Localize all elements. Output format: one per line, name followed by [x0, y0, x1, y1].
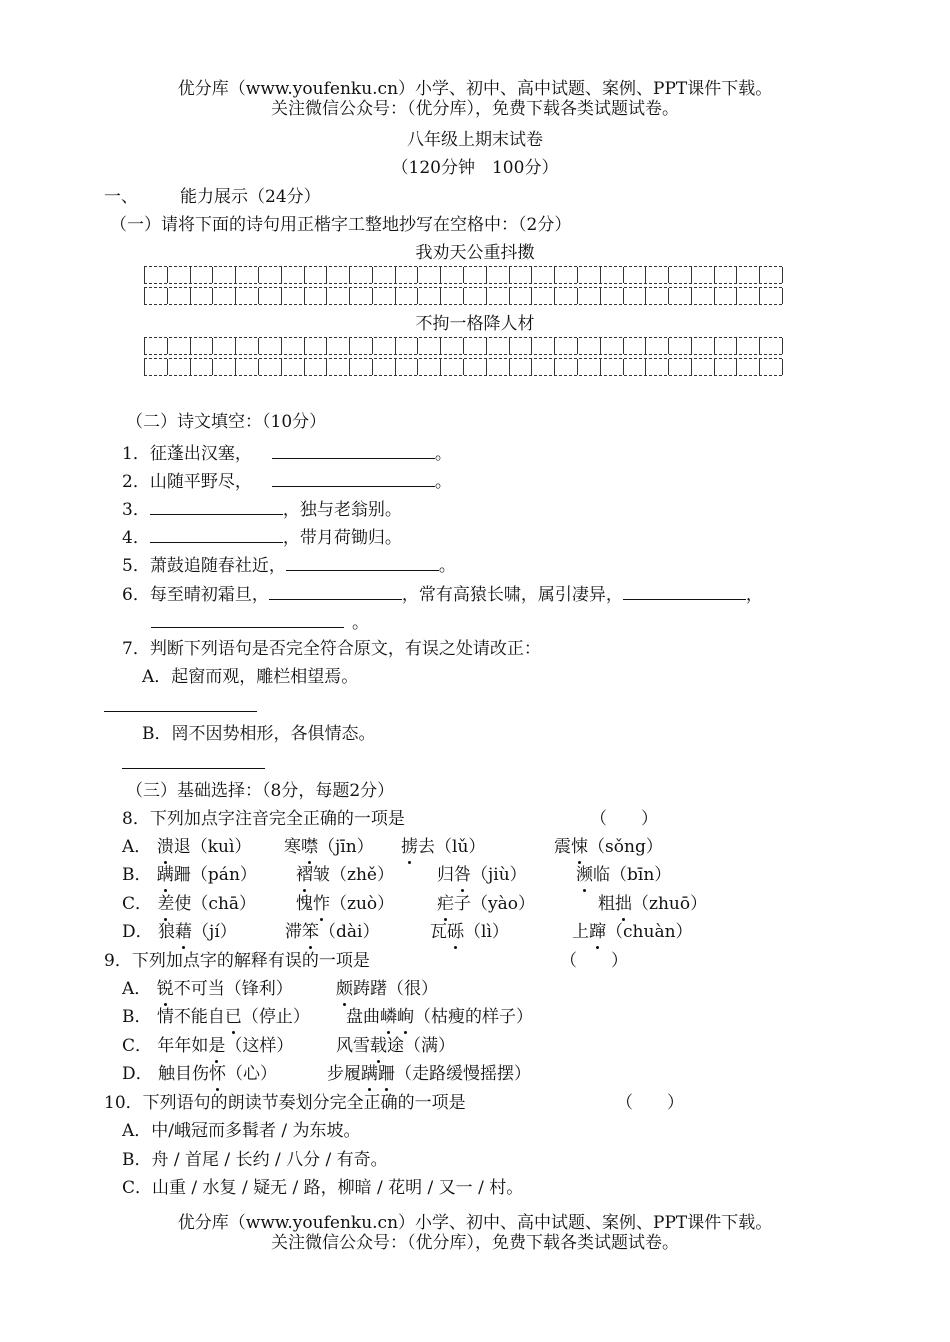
grid-cell-divider: [554, 338, 555, 354]
grid-cell-divider: [190, 359, 191, 375]
page-subtitle: （120分钟 100分）: [391, 158, 559, 178]
grid-cell-divider: [144, 338, 145, 354]
emphasis-dot-char: 砾: [447, 922, 464, 942]
grid-cell-divider: [782, 267, 783, 283]
answer-blank[interactable]: [286, 553, 439, 571]
grid-cell-divider: [281, 338, 282, 354]
grid-cell-divider: [736, 338, 737, 354]
grid-cell-divider: [623, 338, 624, 354]
grid-cell-divider: [281, 267, 282, 283]
writing-grid[interactable]: [144, 358, 782, 376]
writing-grid[interactable]: [144, 287, 782, 305]
emphasis-dot-char: 蹒: [361, 1064, 378, 1084]
emphasis-dot-char: 载: [370, 1036, 387, 1056]
fill-item-3: [122, 497, 402, 521]
option-term: 触目伤怀（心）: [158, 1064, 278, 1084]
grid-cell-divider: [623, 288, 624, 304]
page-footer-line1: 优分库（www.youfenku.cn）小学、初中、高中试题、案例、PPT课件下载。: [177, 1213, 773, 1233]
option-term: 褶皱（zhě）: [296, 865, 394, 885]
emphasis-dot-char: 蹒: [156, 865, 174, 885]
grid-cell-divider: [281, 288, 282, 304]
grid-cell-divider: [645, 288, 646, 304]
answer-blank[interactable]: [151, 610, 344, 628]
grid-cell-divider: [235, 359, 236, 375]
grid-cell-divider: [782, 359, 783, 375]
grid-cell-divider: [235, 288, 236, 304]
option-term: 寒噤（jīn）: [284, 837, 374, 857]
emphasis-dot-char: 咎: [454, 865, 471, 885]
grid-cell-divider: [258, 359, 259, 375]
grid-cell-divider: [600, 288, 601, 304]
emphasis-dot-char: 差: [157, 894, 175, 914]
grid-cell-divider: [554, 267, 555, 283]
grid-cell-divider: [486, 359, 487, 375]
section1-label: 一、: [104, 187, 138, 207]
item-number: 5．: [122, 556, 150, 576]
answer-blank[interactable]: [269, 582, 402, 600]
option-term: 震悚（sǒng）: [554, 837, 663, 857]
q8-option-b[interactable]: [122, 864, 257, 886]
answer-blank[interactable]: [272, 469, 435, 487]
option-letter: C．: [122, 894, 153, 914]
grid-cell-divider: [759, 359, 760, 375]
option-term: 溃退（kuì）: [156, 837, 252, 857]
option-letter: B．: [122, 865, 152, 885]
grid-cell-divider: [486, 338, 487, 354]
emphasis-dot-char: 濒: [576, 865, 593, 885]
grid-cell-divider: [509, 288, 510, 304]
option-term: 颇踌躇（很）: [336, 979, 438, 999]
page-header-line2: 关注微信公众号：（优分库），免费下载各类试题试卷。: [271, 99, 679, 119]
option-term: 愧怍（zuò）: [296, 894, 395, 914]
option-term: 滞笨（dài）: [285, 922, 380, 942]
item-text: 。: [434, 472, 452, 492]
emphasis-dot-char: 褶: [296, 865, 313, 885]
q10-stem: 10．下列语句的朗读节奏划分完全正确的一项是: [104, 1093, 466, 1113]
grid-cell-divider: [645, 338, 646, 354]
grid-cell-divider: [531, 267, 532, 283]
item-number: 2．: [122, 472, 150, 492]
item-text: ，常有高猿长啸，属引凄异，: [401, 585, 623, 605]
emphasis-dot-char: 笨: [302, 922, 319, 942]
q8-option-c[interactable]: [122, 893, 256, 915]
option-term: 归咎（jiù）: [437, 865, 527, 885]
grid-cell-divider: [144, 359, 145, 375]
grid-cell-divider: [736, 359, 737, 375]
grid-cell-divider: [212, 267, 213, 283]
grid-cell-divider: [600, 267, 601, 283]
grid-cell-divider: [600, 338, 601, 354]
q8-option-a[interactable]: [122, 836, 251, 858]
copy-line-1: 我劝天公重抖擞: [415, 243, 535, 263]
grid-cell-divider: [190, 338, 191, 354]
q10-option-b[interactable]: B．舟 / 首尾 / 长约 / 八分 / 有奇。: [122, 1150, 388, 1170]
fill-item-6: [122, 582, 763, 606]
grid-cell-divider: [577, 288, 578, 304]
grid-cell-divider: [645, 359, 646, 375]
grid-cell-divider: [554, 288, 555, 304]
emphasis-dot-char: 锐: [156, 979, 174, 999]
grid-cell-divider: [691, 359, 692, 375]
emphasis-dot-char: 溃: [156, 837, 174, 857]
grid-cell-divider: [486, 288, 487, 304]
section1-title: 能力展示（24分）: [180, 187, 321, 207]
q7-stem: 7．判断下列语句是否完全符合原文，有误之处请改正：: [122, 639, 541, 659]
emphasis-dot-char: 是: [208, 1036, 226, 1056]
writing-grid[interactable]: [144, 266, 782, 284]
grid-cell-divider: [258, 267, 259, 283]
grid-cell-divider: [440, 288, 441, 304]
item-text: 。: [434, 444, 452, 464]
grid-cell-divider: [668, 288, 669, 304]
grid-cell-divider: [531, 288, 532, 304]
grid-cell-divider: [463, 288, 464, 304]
grid-cell-divider: [623, 267, 624, 283]
part1-title: （一）请将下面的诗句用正楷字工整地抄写在空格中：（2分）: [110, 215, 572, 235]
grid-cell-divider: [326, 338, 327, 354]
answer-blank[interactable]: [122, 751, 265, 769]
option-letter: D．: [122, 1064, 153, 1084]
grid-cell-divider: [349, 267, 350, 283]
writing-grid[interactable]: [144, 337, 782, 355]
grid-cell-divider: [782, 288, 783, 304]
grid-cell-divider: [258, 288, 259, 304]
q7-answer-a: [104, 694, 257, 718]
page-header-line1: 优分库（www.youfenku.cn）小学、初中、高中试题、案例、PPT课件下载。: [177, 79, 773, 99]
grid-cell-divider: [372, 338, 373, 354]
option-letter: A．: [122, 837, 152, 857]
option-term: 步履蹒跚（走路缓慢摇摆）: [327, 1064, 531, 1084]
grid-cell-divider: [623, 359, 624, 375]
part3-title: （三）基础选择：（8分，每题2分）: [126, 781, 395, 801]
grid-cell-divider: [417, 288, 418, 304]
option-term: 情不能自已（停止）: [156, 1007, 310, 1027]
grid-cell-divider: [395, 267, 396, 283]
grid-cell-divider: [691, 288, 692, 304]
item-text: 每至晴初霜旦，: [149, 585, 269, 605]
answer-blank[interactable]: [150, 525, 283, 543]
grid-cell-divider: [668, 267, 669, 283]
q8-option-d[interactable]: [122, 921, 237, 943]
grid-cell-divider: [167, 267, 168, 283]
grid-cell-divider: [281, 359, 282, 375]
q9-answer-paren[interactable]: （ ）: [560, 951, 628, 971]
grid-cell-divider: [531, 359, 532, 375]
item-number: 1．: [122, 444, 150, 464]
q9-stem: 9．下列加点字的解释有误的一项是: [104, 951, 370, 971]
answer-blank[interactable]: [272, 441, 435, 459]
emphasis-dot-char: 已: [224, 1007, 242, 1027]
grid-cell-divider: [235, 267, 236, 283]
grid-cell-divider: [190, 267, 191, 283]
grid-cell-divider: [167, 288, 168, 304]
grid-cell-divider: [668, 338, 669, 354]
grid-cell-divider: [759, 338, 760, 354]
grid-cell-divider: [372, 267, 373, 283]
emphasis-dot-char: 颇: [336, 979, 353, 999]
grid-cell-divider: [212, 338, 213, 354]
q10-option-c[interactable]: C．山重 / 水复 / 疑无 / 路，柳暗 / 花明 / 又一 / 村。: [122, 1178, 524, 1198]
part2-title: （二）诗文填空：（10分）: [126, 412, 327, 432]
grid-cell-divider: [167, 359, 168, 375]
grid-cell-divider: [577, 338, 578, 354]
option-term: 掳去（lǔ）: [401, 837, 486, 857]
grid-cell-divider: [349, 288, 350, 304]
grid-cell-divider: [759, 267, 760, 283]
item-text: ，: [745, 585, 763, 605]
grid-cell-divider: [600, 359, 601, 375]
option-term: 疟子（yào）: [437, 894, 535, 914]
grid-cell-divider: [463, 267, 464, 283]
emphasis-dot-char: 藉: [175, 922, 193, 942]
grid-cell-divider: [736, 267, 737, 283]
grid-cell-divider: [144, 267, 145, 283]
emphasis-dot-char: 怀: [209, 1064, 227, 1084]
option-letter: B．: [122, 1007, 152, 1027]
emphasis-dot-char: 峋: [397, 1007, 414, 1027]
grid-cell-divider: [372, 288, 373, 304]
q9-option-c[interactable]: [122, 1035, 293, 1057]
emphasis-dot-char: 怍: [313, 894, 330, 914]
emphasis-dot-char: 悚: [571, 837, 588, 857]
item-text: ，独与老翁别。: [282, 500, 402, 520]
grid-cell-divider: [417, 359, 418, 375]
grid-cell-divider: [577, 267, 578, 283]
fill-item-6-cont: [151, 610, 369, 634]
fill-item-1: [122, 441, 452, 465]
q9-option-b[interactable]: [122, 1006, 310, 1028]
grid-cell-divider: [531, 338, 532, 354]
item-number: 6．: [122, 585, 150, 605]
option-letter: A．: [122, 979, 152, 999]
emphasis-dot-char: 噤: [301, 837, 318, 857]
grid-cell-divider: [486, 267, 487, 283]
grid-cell-divider: [440, 267, 441, 283]
option-term: 差使（chā）: [157, 894, 257, 914]
fill-item-5: [122, 553, 456, 577]
grid-cell-divider: [736, 288, 737, 304]
q8-answer-paren[interactable]: （ ）: [590, 809, 658, 829]
option-term: 狼藉（jí）: [158, 922, 237, 942]
emphasis-dot-char: 跚: [378, 1064, 395, 1084]
emphasis-dot-char: 嶙: [380, 1007, 397, 1027]
grid-cell-divider: [759, 288, 760, 304]
option-term: 上蹿（chuàn）: [572, 922, 693, 942]
grid-cell-divider: [577, 359, 578, 375]
option-term: 濒临（bīn）: [576, 865, 672, 885]
item-number: 4．: [122, 528, 150, 548]
item-text: 山随平野尽，: [149, 472, 252, 492]
grid-cell-divider: [509, 267, 510, 283]
q10-answer-paren[interactable]: （ ）: [616, 1093, 684, 1113]
page-footer-line2: 关注微信公众号：（优分库），免费下载各类试题试卷。: [271, 1233, 679, 1253]
grid-cell-divider: [372, 359, 373, 375]
answer-blank[interactable]: [623, 582, 746, 600]
grid-cell-divider: [304, 359, 305, 375]
page-title: 八年级上期末试卷: [407, 130, 543, 150]
grid-cell-divider: [668, 359, 669, 375]
grid-cell-divider: [349, 338, 350, 354]
option-term: 年年如是（这样）: [157, 1036, 294, 1056]
q9-option-a[interactable]: [122, 978, 293, 1000]
q7-option-b: B．罔不因势相形，各俱情态。: [142, 724, 376, 744]
q8-stem: 8．下列加点字注音完全正确的一项是: [122, 809, 405, 829]
option-term: 瓦砾（lì）: [430, 922, 509, 942]
answer-blank[interactable]: [104, 694, 257, 712]
grid-cell-divider: [326, 288, 327, 304]
q7-option-a: A．起窗而观，雕栏相望焉。: [142, 667, 359, 687]
grid-cell-divider: [714, 338, 715, 354]
grid-cell-divider: [509, 359, 510, 375]
q10-option-a[interactable]: A．中/峨冠而多髯者 / 为东坡。: [122, 1121, 361, 1141]
grid-cell-divider: [395, 288, 396, 304]
option-letter: C．: [122, 1036, 153, 1056]
grid-cell-divider: [463, 338, 464, 354]
emphasis-dot-char: 掳: [401, 837, 418, 857]
grid-cell-divider: [144, 288, 145, 304]
grid-cell-divider: [326, 359, 327, 375]
grid-cell-divider: [190, 288, 191, 304]
item-text: 征蓬出汉塞，: [149, 444, 252, 464]
grid-cell-divider: [395, 359, 396, 375]
answer-blank[interactable]: [150, 497, 283, 515]
option-term: 粗拙（zhuō）: [598, 894, 708, 914]
grid-cell-divider: [235, 338, 236, 354]
grid-cell-divider: [691, 338, 692, 354]
grid-cell-divider: [782, 338, 783, 354]
grid-cell-divider: [714, 267, 715, 283]
grid-cell-divider: [645, 267, 646, 283]
grid-cell-divider: [440, 338, 441, 354]
grid-cell-divider: [167, 338, 168, 354]
copy-line-2: 不拘一格降人材: [415, 314, 535, 334]
grid-cell-divider: [440, 359, 441, 375]
grid-cell-divider: [417, 338, 418, 354]
grid-cell-divider: [349, 359, 350, 375]
fill-item-4: [122, 525, 402, 549]
option-letter: D．: [122, 922, 153, 942]
q9-option-d[interactable]: [122, 1063, 277, 1085]
grid-cell-divider: [554, 359, 555, 375]
grid-cell-divider: [304, 338, 305, 354]
grid-cell-divider: [691, 267, 692, 283]
option-term: 锐不可当（锋利）: [156, 979, 293, 999]
item-number: 3．: [122, 500, 150, 520]
emphasis-dot-char: 疟: [437, 894, 454, 914]
emphasis-dot-char: 蹿: [589, 922, 606, 942]
option-term: 蹒跚（pán）: [156, 865, 257, 885]
grid-cell-divider: [509, 338, 510, 354]
grid-cell-divider: [463, 359, 464, 375]
option-term: 风雪载途（满）: [336, 1036, 455, 1056]
item-text: 萧鼓追随春社近，: [149, 556, 286, 576]
item-text: 。: [352, 613, 369, 633]
item-text: 。: [438, 556, 456, 576]
grid-cell-divider: [395, 338, 396, 354]
grid-cell-divider: [212, 288, 213, 304]
grid-cell-divider: [417, 267, 418, 283]
grid-cell-divider: [304, 267, 305, 283]
grid-cell-divider: [326, 267, 327, 283]
item-text: ，带月荷锄归。: [282, 528, 402, 548]
q7-answer-b: [122, 751, 265, 775]
option-term: 盘曲嶙峋（枯瘦的样子）: [346, 1007, 533, 1027]
grid-cell-divider: [714, 359, 715, 375]
grid-cell-divider: [304, 288, 305, 304]
emphasis-dot-char: 拙: [615, 894, 632, 914]
grid-cell-divider: [714, 288, 715, 304]
grid-cell-divider: [258, 338, 259, 354]
fill-item-2: [122, 469, 452, 493]
grid-cell-divider: [212, 359, 213, 375]
